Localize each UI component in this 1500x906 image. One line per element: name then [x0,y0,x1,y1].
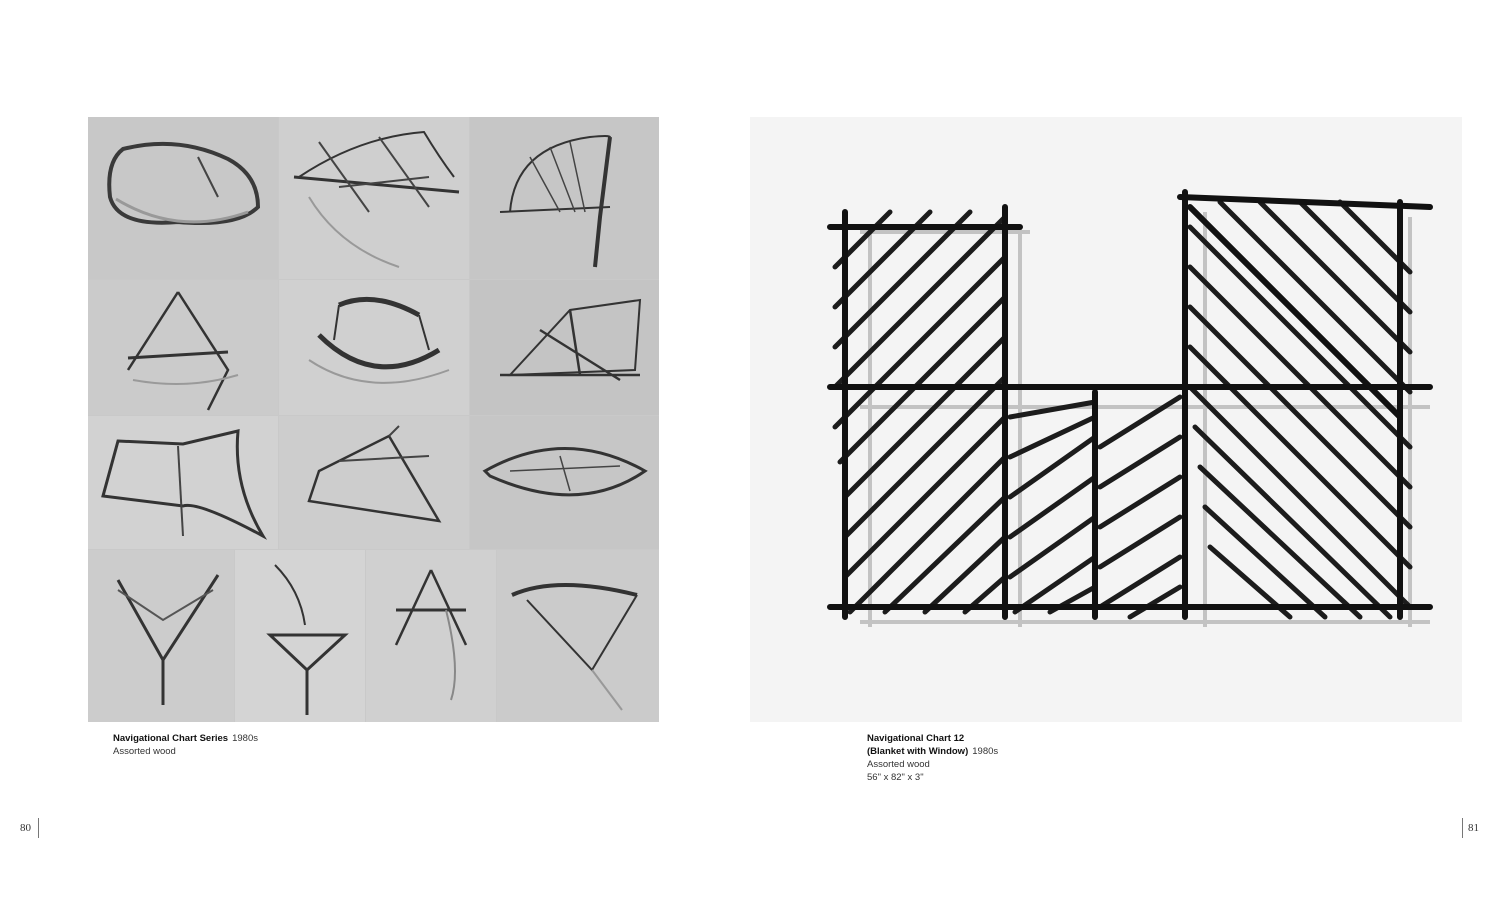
caption-title-line2: (Blanket with Window) [867,746,969,757]
right-caption [867,732,998,784]
caption-dimensions: 56" x 82" x 3" [867,772,924,783]
sculpture-photo [366,550,496,722]
caption-title-line1: Navigational Chart 12 [867,733,965,744]
sculpture-photo [470,117,659,279]
caption-year: 1980s [232,733,258,744]
sculpture-photo [470,280,659,415]
sculpture-photo [279,117,469,279]
caption-title: Navigational Chart Series [113,733,229,744]
left-caption [113,732,258,758]
photo-grid-navigational-chart-series [88,117,659,722]
sculpture-photo [88,416,278,549]
sculpture-photo [279,280,469,415]
folio-rule-left [38,818,39,838]
caption-material: Assorted wood [113,746,176,757]
sculpture-photo [88,117,278,279]
folio-rule-right [1462,818,1463,838]
caption-material: Assorted wood [867,759,930,770]
sculpture-photo [279,416,469,549]
sculpture-photo [470,416,659,549]
sculpture-photo [235,550,365,722]
artwork-photo-navigational-chart-12 [750,117,1462,722]
sculpture-photo [88,280,278,415]
caption-year: 1980s [972,746,999,757]
sculpture-photo [88,550,234,722]
page-number-right: 81 [1468,822,1479,834]
page-number-left: 80 [20,822,31,834]
sculpture-photo [497,550,659,722]
